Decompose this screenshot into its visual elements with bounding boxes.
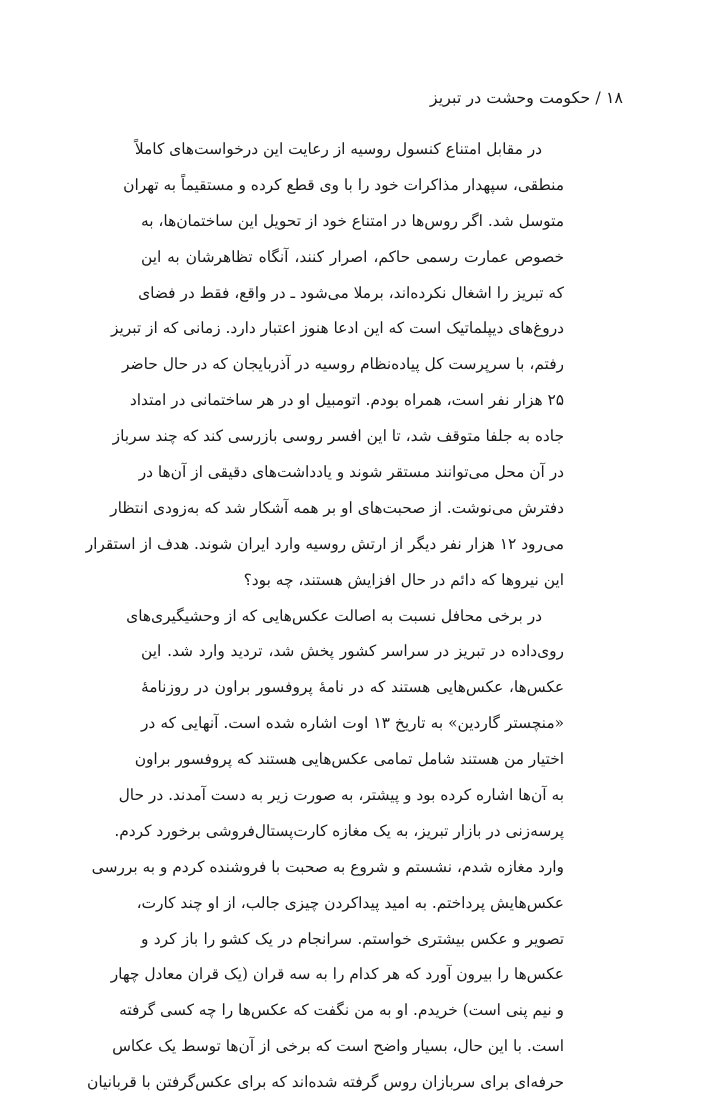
text-line: عکس‌هایش پرداختم. به امید پیداکردن چیزی جالب، از او چند کارت، <box>136 893 564 912</box>
text-line: «منچستر گاردین» به تاریخ ۱۳ اوت اشاره شده است. آنهایی که در <box>141 714 564 733</box>
text-line: متوسل شد. اگر روس‌ها در امتناع خود از تحویل این ساختمان‌ها، به <box>141 211 564 230</box>
text-line: دفترش می‌نوشت. از صحبت‌های او بر همه آشکار شد که به‌زودی انتظار <box>110 498 564 517</box>
text-line: عکس‌ها را بیرون آورد که هر کدام را به سه قران (یک قران معادل چهار <box>110 965 564 984</box>
running-header: ۱۸ / حکومت وحشت در تبریز <box>429 88 623 107</box>
text-line: خصوص عمارت رسمی حاکم، اصرار کنند، آنگاه تظاهرشان به این <box>141 247 564 266</box>
text-line: اختیار من هستند شامل تمامی عکس‌هایی هستند که پروفسور براون <box>134 750 564 769</box>
text-line: در مقابل امتناع کنسول روسیه از رعایت این درخواست‌های کاملاً <box>134 140 542 158</box>
text-line: وارد مغازه شدم، نشستم و شروع به صحبت با فروشنده کردم و به بررسی <box>91 857 564 876</box>
text-line: جاده به جلفا متوقف شد، تا این افسر روسی بازرسی کند که چند سرباز <box>112 427 564 446</box>
text-line: ۲۵ هزار نفر است، همراه بودم. اتومبیل او در هر ساختمانی در امتداد <box>129 391 564 410</box>
text-line: منطقی، سپهدار مذاکرات خود را با وی قطع کرده و مستقیماً به تهران <box>123 175 564 194</box>
text-line: تصویر و عکس بیشتری خواستم. سرانجام در یک کشو را باز کرد و <box>141 929 564 948</box>
text-line: روی‌داده در تبریز در سراسر کشور پخش شد، تردید وارد شد. این <box>141 642 564 661</box>
text-line: حرفه‌ای برای سربازان روس گرفته شده‌اند که برای عکس‌گرفتن با قربانیان <box>87 1073 564 1092</box>
text-line: است. با این حال، بسیار واضح است که برخی از آن‌ها توسط یک عکاس <box>112 1037 564 1056</box>
text-line: به آن‌ها اشاره کرده بود و پیشتر، به صورت زیر به دست آمدند. در حال <box>118 786 564 805</box>
text-line: می‌رود ۱۲ هزار نفر دیگر از ارتش روسیه وارد ایران شوند. هدف از استقرار <box>85 534 564 553</box>
text-line: عکس‌ها، عکس‌هایی هستند که در نامهٔ پروفسور براون در روزنامهٔ <box>141 678 564 697</box>
body-text <box>85 132 564 1101</box>
text-line: در آن محل می‌توانند مستقر شوند و یادداشت‌های دقیقی از آن‌ها در <box>138 463 564 482</box>
text-line: که تبریز را اشغال نکرده‌اند، برملا می‌شود ـ در واقع، فقط در فضای <box>138 283 564 302</box>
text-line: رفتم، با سرپرست کل پیاده‌نظام روسیه در آذربایجان که در حال حاضر <box>122 355 564 374</box>
text-line: و نیم پنی است) خریدم. او به من نگفت که عکس‌ها را چه کسی گرفته <box>119 1001 564 1020</box>
text-line: دروغ‌های دیپلماتیک است که این ادعا هنوز اعتبار دارد. زمانی که از تبریز <box>110 319 564 338</box>
text-line: در برخی محافل نسبت به اصالت عکس‌هایی که از وحشیگیری‌های <box>126 606 542 625</box>
text-line: پرسه‌زنی در بازار تبریز، به یک مغازه کارت‌پستال‌فروشی برخورد کردم. <box>114 821 564 840</box>
text-line: این نیروها که دائم در حال افزایش هستند، چه بود؟ <box>243 570 564 589</box>
